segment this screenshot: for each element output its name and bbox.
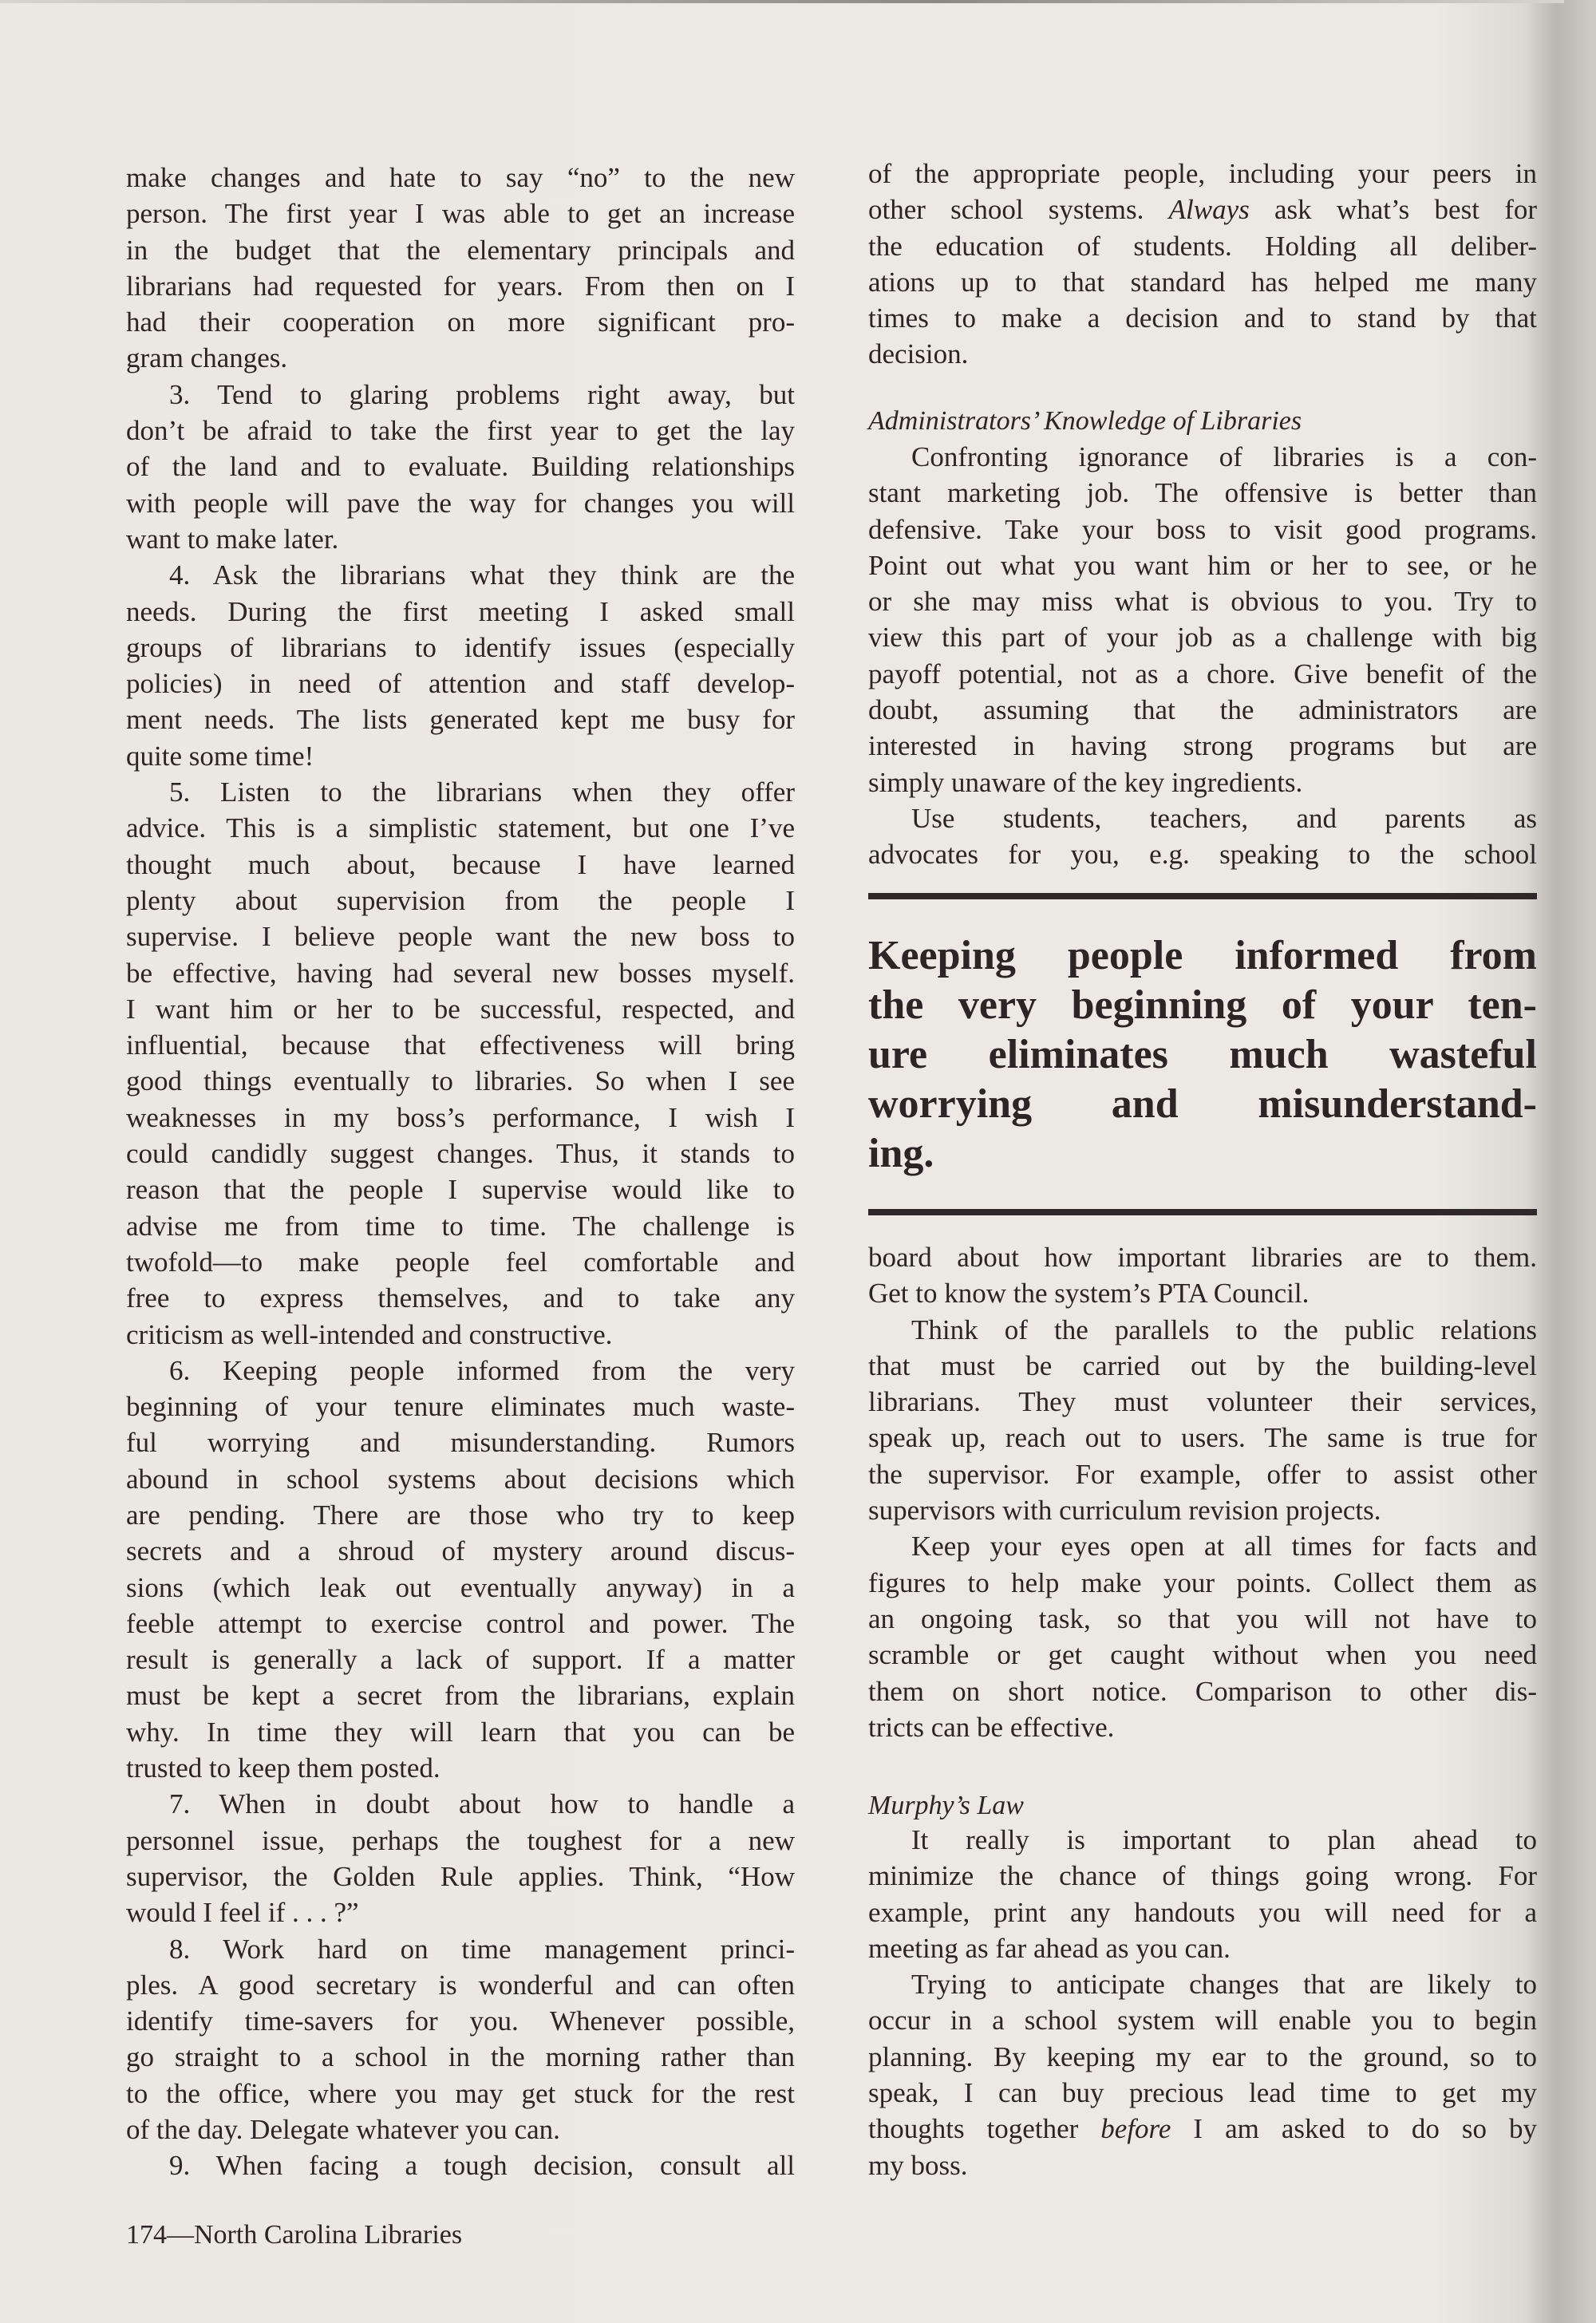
- text-line: an ongoing task, so that you will not have to: [868, 1602, 1537, 1634]
- text-line: Get to know the system’s PTA Council.: [868, 1278, 1310, 1310]
- text-line: Trying to anticipate changes that are likely to: [911, 1969, 1537, 2001]
- text-line: personnel issue, perhaps the toughest for a new: [126, 1824, 795, 1856]
- text-line: policies) in need of attention and staff develop-: [126, 668, 795, 700]
- text-line: my boss.: [868, 2149, 968, 2181]
- text-line: supervisor, the Golden Rule applies. Think, “How: [126, 1860, 795, 1892]
- text-line: speak up, reach out to users. The same is true for: [868, 1422, 1537, 1454]
- text-line: supervisors with curriculum revision projects.: [868, 1495, 1381, 1527]
- pull-quote: [868, 931, 1537, 1179]
- text-line: criticism as well-intended and constructive.: [126, 1318, 613, 1350]
- text-line: twofold—to make people feel comfortable and: [126, 1246, 795, 1278]
- text-line: quite some time!: [126, 740, 314, 772]
- text-line: result is generally a lack of support. If a matter: [126, 1644, 795, 1676]
- text-line: identify time-savers for you. Whenever possible,: [126, 2005, 795, 2037]
- text-line: doubt, assuming that the administrators are: [868, 694, 1537, 726]
- text-line: trusted to keep them posted.: [126, 1752, 440, 1784]
- text-line: ment needs. The lists generated kept me busy for: [126, 704, 795, 736]
- text-line: decision.: [868, 338, 969, 370]
- text-line: with people will pave the way for changes you will: [126, 487, 795, 519]
- text-line: make changes and hate to say “no” to the new: [126, 162, 795, 193]
- right-column-section-2: [868, 439, 1537, 873]
- text-line: advocates for you, e.g. speaking to the school: [868, 839, 1537, 871]
- text-line: planning. By keeping my ear to the ground, so to: [868, 2041, 1537, 2072]
- text-line: weaknesses in my boss’s performance, I wish I: [126, 1101, 795, 1133]
- text-line: It really is important to plan ahead to: [911, 1824, 1537, 1855]
- text-segment: thoughts together: [868, 2113, 1101, 2145]
- text-segment: other school systems.: [868, 194, 1169, 226]
- text-line: must be kept a secret from the librarians, explain: [126, 1680, 795, 1712]
- text-line: librarians. They must volunteer their services,: [868, 1386, 1537, 1418]
- text-line: groups of librarians to identify issues (especially: [126, 631, 795, 663]
- text-line: Point out what you want him or her to see, or he: [868, 549, 1537, 581]
- text-line: tricts can be effective.: [868, 1711, 1115, 1743]
- text-line: good things eventually to libraries. So when I see: [126, 1065, 795, 1097]
- subhead-murphys-law: Murphy’s Law: [868, 1791, 1024, 1820]
- text-line: why. In time they will learn that you can be: [126, 1716, 795, 1748]
- text-line: secrets and a shroud of mystery around discus-: [126, 1535, 795, 1567]
- text-line: [868, 192, 1537, 227]
- text-line: that must be carried out by the building-level: [868, 1349, 1537, 1381]
- text-line: 4. Ask the librarians what they think are the: [169, 559, 795, 591]
- text-line: thought much about, because I have learned: [126, 848, 795, 880]
- pull-quote-line: ure eliminates much wasteful: [868, 1032, 1537, 1077]
- right-column-section-4: [868, 1822, 1537, 2183]
- text-line: be effective, having had several new bosses myself.: [126, 957, 795, 989]
- text-line: view this part of your job as a challenge with big: [868, 622, 1537, 654]
- pull-quote-line: the very beginning of your ten-: [868, 982, 1537, 1028]
- text-line: could candidly suggest changes. Thus, it stands to: [126, 1138, 795, 1170]
- text-line: ples. A good secretary is wonderful and can often: [126, 1969, 795, 2001]
- text-line: of the land and to evaluate. Building relationships: [126, 451, 795, 483]
- text-line: ful worrying and misunderstanding. Rumors: [126, 1427, 795, 1459]
- text-line: sions (which leak out eventually anyway) in a: [126, 1571, 795, 1603]
- text-line: 9. When facing a tough decision, consult all: [169, 2150, 795, 2182]
- text-line: ations up to that standard has helped me many: [868, 266, 1537, 298]
- text-line: times to make a decision and to stand by that: [868, 302, 1537, 334]
- right-column-section-3: [868, 1239, 1537, 1745]
- text-line: to the office, where you may get stuck for the rest: [126, 2077, 795, 2109]
- text-line: feeble attempt to exercise control and power. The: [126, 1607, 795, 1639]
- text-line: want to make later.: [126, 523, 339, 555]
- text-line: defensive. Take your boss to visit good programs.: [868, 513, 1537, 545]
- text-line: in the budget that the elementary principals and: [126, 234, 795, 266]
- text-line: had their cooperation on more significant pro-: [126, 306, 795, 338]
- text-line: 5. Listen to the librarians when they offer: [169, 776, 795, 808]
- text-line: board about how important libraries are to them.: [868, 1242, 1537, 1273]
- text-line: minimize the chance of things going wrong. For: [868, 1860, 1537, 1892]
- text-line: abound in school systems about decisions which: [126, 1463, 795, 1495]
- text-line: 7. When in doubt about how to handle a: [169, 1788, 795, 1820]
- text-segment: ask what’s best for: [1249, 194, 1537, 226]
- text-line: person. The first year I was able to get an increase: [126, 198, 795, 230]
- text-line: scramble or get caught without when you need: [868, 1639, 1537, 1671]
- page-top-edge: [0, 0, 1564, 3]
- text-line: speak, I can buy precious lead time to get my: [868, 2077, 1537, 2109]
- pull-quote-top-rule: [868, 893, 1537, 899]
- text-line: Confronting ignorance of libraries is a con-: [911, 441, 1537, 472]
- text-line: meeting as far ahead as you can.: [868, 1932, 1231, 1964]
- text-line: the education of students. Holding all deliber-: [868, 230, 1537, 262]
- pull-quote-bottom-rule: [868, 1209, 1537, 1215]
- text-line: go straight to a school in the morning rather than: [126, 2041, 795, 2073]
- text-line: are pending. There are those who try to keep: [126, 1499, 795, 1531]
- left-column: [126, 160, 795, 2184]
- page-footer: 174—North Carolina Libraries: [126, 2220, 463, 2250]
- text-line: would I feel if . . . ?”: [126, 1897, 359, 1929]
- pull-quote-line: worrying and misunderstand-: [868, 1081, 1537, 1127]
- text-line: stant marketing job. The offensive is better than: [868, 477, 1537, 509]
- text-line: occur in a school system will enable you to begin: [868, 2005, 1537, 2037]
- text-line: gram changes.: [126, 342, 288, 374]
- text-line: supervise. I believe people want the new boss to: [126, 921, 795, 953]
- right-column-section-1: [868, 156, 1537, 373]
- text-line: 3. Tend to glaring problems right away, but: [169, 378, 795, 410]
- text-line: Keep your eyes open at all times for facts and: [911, 1531, 1537, 1562]
- text-line: free to express themselves, and to take any: [126, 1282, 795, 1314]
- text-line: [868, 2111, 1537, 2147]
- pull-quote-line: Keeping people informed from: [868, 933, 1537, 978]
- text-line: plenty about supervision from the people I: [126, 884, 795, 916]
- text-line: them on short notice. Comparison to other dis-: [868, 1675, 1537, 1707]
- text-line: Use students, teachers, and parents as: [911, 802, 1537, 834]
- text-line: reason that the people I supervise would like to: [126, 1174, 795, 1206]
- subhead-administrators-knowledge: Administrators’ Knowledge of Libraries: [868, 406, 1302, 436]
- pull-quote-line: ing.: [868, 1131, 934, 1176]
- text-line: payoff potential, not as a chore. Give benefit of the: [868, 658, 1537, 689]
- text-line: needs. During the first meeting I asked small: [126, 595, 795, 627]
- text-line: or she may miss what is obvious to you. Try to: [868, 586, 1537, 618]
- text-segment: I am asked to do so by: [1171, 2113, 1537, 2145]
- text-line: simply unaware of the key ingredients.: [868, 766, 1303, 798]
- text-line: 8. Work hard on time management princi-: [169, 1933, 795, 1965]
- text-line: advice. This is a simplistic statement, but one I’ve: [126, 812, 795, 844]
- text-line: advise me from time to time. The challenge is: [126, 1210, 795, 1242]
- text-line: beginning of your tenure eliminates much waste-: [126, 1391, 795, 1423]
- text-line: of the day. Delegate whatever you can.: [126, 2114, 560, 2146]
- italic-emphasis: before: [1100, 2113, 1171, 2145]
- italic-emphasis: Always: [1168, 194, 1250, 226]
- text-line: of the appropriate people, including your peers in: [868, 158, 1537, 189]
- text-line: example, print any handouts you will need for a: [868, 1896, 1537, 1928]
- text-line: interested in having strong programs but are: [868, 730, 1537, 762]
- text-line: don’t be afraid to take the first year to get the lay: [126, 415, 795, 447]
- text-line: I want him or her to be successful, respected, and: [126, 993, 795, 1025]
- text-line: the supervisor. For example, offer to assist other: [868, 1458, 1537, 1490]
- text-line: 6. Keeping people informed from the very: [169, 1354, 795, 1386]
- text-line: Think of the parallels to the public relations: [911, 1314, 1537, 1345]
- text-line: librarians had requested for years. From then on I: [126, 270, 795, 302]
- text-line: influential, because that effectiveness will bring: [126, 1029, 795, 1061]
- text-line: figures to help make your points. Collect them as: [868, 1566, 1537, 1598]
